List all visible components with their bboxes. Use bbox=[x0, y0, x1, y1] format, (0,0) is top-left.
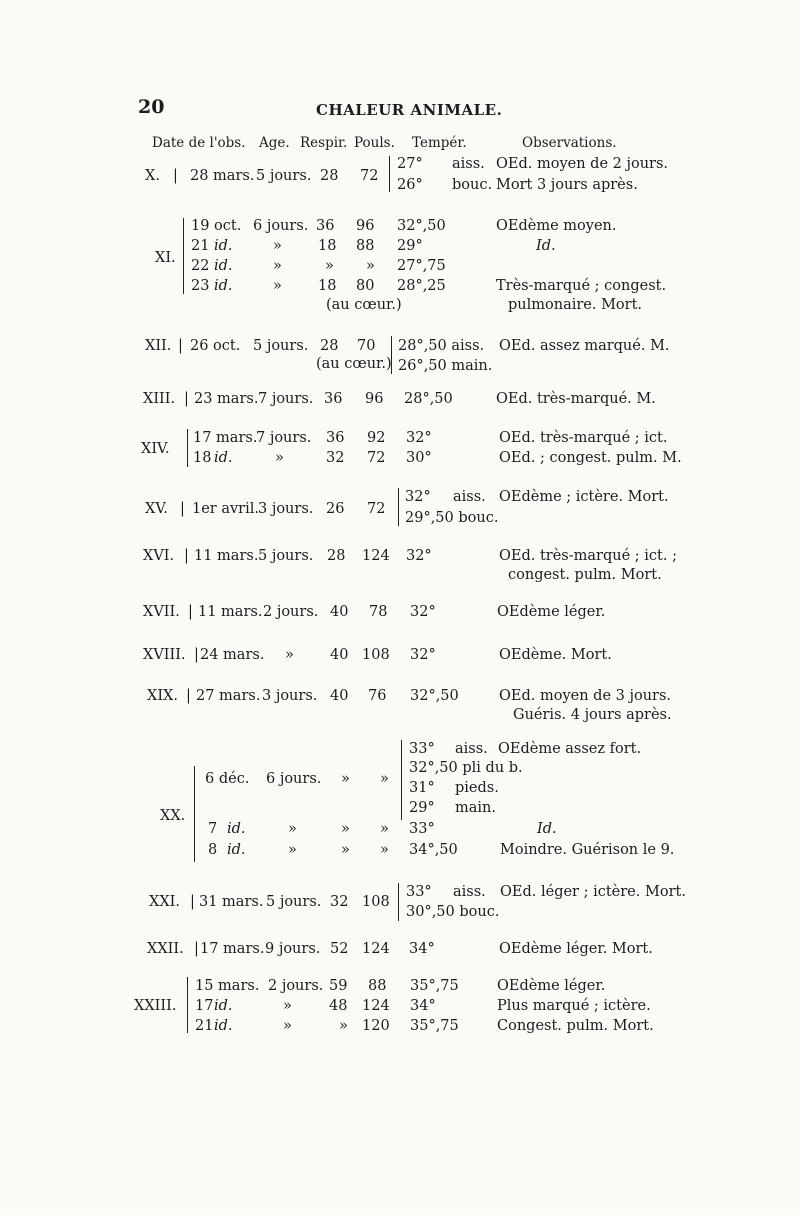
obs-respir: 32 bbox=[326, 450, 345, 466]
obs-text: congest. pulm. Mort. bbox=[508, 567, 662, 583]
obs-respir: 32 bbox=[330, 894, 349, 910]
divider: | bbox=[186, 688, 191, 704]
obs-date-id: id. bbox=[227, 821, 246, 837]
obs-temp: 32° bbox=[410, 604, 436, 620]
obs-temp: 33° bbox=[409, 741, 435, 757]
obs-age: 6 jours. bbox=[266, 771, 322, 787]
obs-pouls: » bbox=[366, 258, 375, 274]
obs-temp: 28°,50 aiss. bbox=[398, 338, 485, 354]
obs-pouls: » bbox=[380, 771, 389, 787]
obs-text: OEdème léger. Mort. bbox=[499, 941, 653, 957]
obs-temp: 32° bbox=[406, 430, 432, 446]
obs-respir: 59 bbox=[329, 978, 348, 994]
obs-number: XIV. bbox=[141, 441, 170, 457]
obs-text: OEd. très-marqué ; ict. bbox=[499, 430, 668, 446]
obs-temp-site: bouc. bbox=[452, 177, 493, 193]
obs-age: » bbox=[288, 842, 297, 858]
obs-temp: 30°,50 bouc. bbox=[406, 904, 500, 920]
obs-age: 2 jours. bbox=[263, 604, 319, 620]
obs-text: OEd. ; congest. pulm. M. bbox=[499, 450, 682, 466]
obs-number: XV. bbox=[145, 501, 168, 517]
col-pouls: Pouls. bbox=[354, 135, 395, 151]
obs-age: » bbox=[273, 238, 282, 254]
obs-text: OEd. assez marqué. M. bbox=[499, 338, 670, 354]
obs-date-id: id. bbox=[214, 278, 233, 294]
obs-number: XIX. bbox=[147, 688, 178, 704]
divider: | bbox=[184, 548, 189, 564]
obs-temp: 33° bbox=[406, 884, 432, 900]
obs-temp: 35°,75 bbox=[410, 978, 459, 994]
obs-age: 5 jours. bbox=[256, 168, 312, 184]
obs-number: XXIII. bbox=[134, 998, 177, 1014]
col-observations: Observations. bbox=[522, 135, 617, 151]
obs-text: Id. bbox=[537, 821, 557, 837]
obs-note: (au cœur.) bbox=[316, 356, 392, 372]
obs-note: (au cœur.) bbox=[326, 297, 402, 313]
obs-temp-site: aiss. bbox=[452, 156, 485, 172]
obs-date: 17 mars. bbox=[200, 941, 265, 957]
obs-temp: 29° bbox=[409, 800, 435, 816]
obs-number: XIII. bbox=[143, 391, 176, 407]
obs-temp: 30° bbox=[406, 450, 432, 466]
obs-pouls: 78 bbox=[369, 604, 388, 620]
obs-text: OEdème assez fort. bbox=[498, 741, 642, 757]
obs-respir: 36 bbox=[324, 391, 343, 407]
obs-date: 17 bbox=[195, 998, 214, 1014]
obs-age: » bbox=[275, 450, 284, 466]
obs-date: 23 bbox=[191, 278, 210, 294]
obs-respir: 48 bbox=[329, 998, 348, 1014]
obs-pouls: 96 bbox=[365, 391, 384, 407]
obs-text: OEdème. Mort. bbox=[499, 647, 612, 663]
obs-pouls: 76 bbox=[368, 688, 387, 704]
obs-pouls: 124 bbox=[362, 941, 390, 957]
obs-temp: 26° bbox=[397, 177, 423, 193]
obs-age: 2 jours. bbox=[268, 978, 324, 994]
obs-number: XXII. bbox=[147, 941, 184, 957]
obs-date: 6 déc. bbox=[205, 771, 250, 787]
obs-text: Très-marqué ; congest. bbox=[496, 278, 667, 294]
obs-temp: 32° bbox=[406, 548, 432, 564]
obs-temp: 33° bbox=[409, 821, 435, 837]
obs-temp: 34°,50 bbox=[409, 842, 458, 858]
obs-respir: 18 bbox=[318, 238, 337, 254]
obs-text: Id. bbox=[536, 238, 556, 254]
brace bbox=[187, 429, 188, 467]
obs-date-id: id. bbox=[227, 842, 246, 858]
obs-date: 11 mars. bbox=[198, 604, 263, 620]
obs-age: » bbox=[283, 1018, 292, 1034]
obs-date: 1er avril. bbox=[192, 501, 259, 517]
obs-age: » bbox=[273, 258, 282, 274]
obs-temp: 28°,25 bbox=[397, 278, 446, 294]
obs-date: 19 oct. bbox=[191, 218, 242, 234]
obs-respir: » bbox=[341, 771, 350, 787]
obs-pouls: 124 bbox=[362, 998, 390, 1014]
obs-temp: 27° bbox=[397, 156, 423, 172]
obs-text: OEd. moyen de 2 jours. bbox=[496, 156, 669, 172]
brace bbox=[187, 977, 188, 1033]
obs-pouls: » bbox=[380, 842, 389, 858]
obs-date: 11 mars. bbox=[194, 548, 259, 564]
obs-age: 3 jours. bbox=[258, 501, 314, 517]
obs-age: 6 jours. bbox=[253, 218, 309, 234]
divider: | bbox=[194, 941, 199, 957]
obs-date: 21 bbox=[195, 1018, 214, 1034]
obs-pouls: 124 bbox=[362, 548, 390, 564]
obs-pouls: 120 bbox=[362, 1018, 390, 1034]
obs-pouls: 108 bbox=[362, 647, 390, 663]
obs-number: XII. bbox=[145, 338, 172, 354]
obs-age: 5 jours. bbox=[266, 894, 322, 910]
brace bbox=[398, 488, 399, 526]
obs-text: pulmonaire. Mort. bbox=[508, 297, 643, 313]
obs-number: XXI. bbox=[149, 894, 180, 910]
obs-respir: 18 bbox=[318, 278, 337, 294]
obs-date-id: id. bbox=[214, 1018, 233, 1034]
obs-pouls: 108 bbox=[362, 894, 390, 910]
divider: | bbox=[178, 338, 183, 354]
col-respir: Respir. bbox=[300, 135, 348, 151]
brace bbox=[401, 740, 402, 820]
obs-date-id: id. bbox=[214, 258, 233, 274]
obs-pouls: 96 bbox=[356, 218, 375, 234]
obs-age: 7 jours. bbox=[256, 430, 312, 446]
brace bbox=[391, 336, 392, 374]
col-age: Age. bbox=[259, 135, 290, 151]
obs-temp: 28°,50 bbox=[404, 391, 453, 407]
obs-text: OEd. moyen de 3 jours. bbox=[499, 688, 672, 704]
obs-temp: 29°,50 bouc. bbox=[405, 510, 499, 526]
obs-pouls: 80 bbox=[356, 278, 375, 294]
obs-text: Plus marqué ; ictère. bbox=[497, 998, 651, 1014]
obs-pouls: » bbox=[380, 821, 389, 837]
obs-pouls: 72 bbox=[360, 168, 379, 184]
obs-respir: 40 bbox=[330, 604, 349, 620]
obs-date: 22 bbox=[191, 258, 210, 274]
obs-temp: 32° bbox=[405, 489, 431, 505]
obs-temp: 34° bbox=[410, 998, 436, 1014]
obs-temp-site: aiss. bbox=[453, 489, 486, 505]
obs-respir: » bbox=[341, 821, 350, 837]
obs-date: 23 mars. bbox=[194, 391, 259, 407]
obs-respir: 26 bbox=[326, 501, 345, 517]
obs-text: OEdème ; ictère. Mort. bbox=[499, 489, 669, 505]
obs-respir: 36 bbox=[326, 430, 345, 446]
obs-age: » bbox=[288, 821, 297, 837]
obs-text: OEd. très-marqué. M. bbox=[496, 391, 656, 407]
page-title: CHALEUR ANIMALE. bbox=[316, 101, 503, 119]
obs-text: OEd. léger ; ictère. Mort. bbox=[500, 884, 686, 900]
obs-respir: 28 bbox=[320, 168, 339, 184]
obs-date: 28 mars. bbox=[190, 168, 255, 184]
obs-respir: 52 bbox=[330, 941, 349, 957]
obs-age: » bbox=[285, 647, 294, 663]
brace bbox=[183, 218, 184, 294]
obs-age: 5 jours. bbox=[253, 338, 309, 354]
obs-temp: 32° bbox=[410, 647, 436, 663]
obs-respir: » bbox=[341, 842, 350, 858]
obs-date-id: id. bbox=[214, 450, 233, 466]
obs-temp: 32°,50 bbox=[410, 688, 459, 704]
brace bbox=[389, 156, 390, 192]
obs-age: » bbox=[273, 278, 282, 294]
obs-age: 3 jours. bbox=[262, 688, 318, 704]
obs-date: 27 mars. bbox=[196, 688, 261, 704]
obs-temp: 29° bbox=[397, 238, 423, 254]
obs-number: XVI. bbox=[143, 548, 175, 564]
obs-date-id: id. bbox=[214, 238, 233, 254]
obs-age: 5 jours. bbox=[258, 548, 314, 564]
obs-date-id: id. bbox=[214, 998, 233, 1014]
divider: | bbox=[184, 391, 189, 407]
obs-pouls: 70 bbox=[357, 338, 376, 354]
obs-respir: 36 bbox=[316, 218, 335, 234]
divider: | bbox=[190, 894, 195, 910]
col-temper: Tempér. bbox=[412, 135, 467, 151]
obs-temp: 27°,75 bbox=[397, 258, 446, 274]
obs-number: XVII. bbox=[143, 604, 180, 620]
obs-temp: 26°,50 main. bbox=[398, 358, 493, 374]
obs-text: Moindre. Guérison le 9. bbox=[500, 842, 675, 858]
obs-text: Mort 3 jours après. bbox=[496, 177, 638, 193]
obs-pouls: 92 bbox=[367, 430, 386, 446]
obs-pouls: 88 bbox=[356, 238, 375, 254]
obs-temp: 35°,75 bbox=[410, 1018, 459, 1034]
divider: | bbox=[180, 501, 185, 517]
obs-date: 24 mars. bbox=[200, 647, 265, 663]
obs-text: Congest. pulm. Mort. bbox=[497, 1018, 654, 1034]
obs-date: 21 bbox=[191, 238, 210, 254]
obs-date: 18 bbox=[193, 450, 212, 466]
obs-text: OEdème moyen. bbox=[496, 218, 617, 234]
obs-date: 7 bbox=[208, 821, 218, 837]
obs-age: 7 jours. bbox=[258, 391, 314, 407]
obs-respir: 28 bbox=[320, 338, 339, 354]
obs-pouls: 72 bbox=[367, 450, 386, 466]
obs-temp-site: aiss. bbox=[453, 884, 486, 900]
obs-text: OEdème léger. bbox=[497, 978, 606, 994]
obs-temp-site: pieds. bbox=[455, 780, 499, 796]
obs-temp: 32°,50 bbox=[397, 218, 446, 234]
obs-text: OEd. très-marqué ; ict. ; bbox=[499, 548, 677, 564]
divider: | bbox=[173, 168, 178, 184]
obs-age: » bbox=[283, 998, 292, 1014]
obs-date: 8 bbox=[208, 842, 218, 858]
obs-respir: 40 bbox=[330, 688, 349, 704]
obs-pouls: 88 bbox=[368, 978, 387, 994]
obs-date: 26 oct. bbox=[190, 338, 241, 354]
obs-respir: 28 bbox=[327, 548, 346, 564]
obs-number: XX. bbox=[160, 808, 186, 824]
brace bbox=[398, 883, 399, 921]
obs-age: 9 jours. bbox=[265, 941, 321, 957]
obs-text: OEdème léger. bbox=[497, 604, 606, 620]
obs-date: 31 mars. bbox=[199, 894, 264, 910]
obs-temp: 31° bbox=[409, 780, 435, 796]
divider: | bbox=[188, 604, 193, 620]
obs-respir: 40 bbox=[330, 647, 349, 663]
obs-date: 15 mars. bbox=[195, 978, 260, 994]
obs-date: 17 mars. bbox=[193, 430, 258, 446]
divider: | bbox=[194, 647, 199, 663]
obs-temp-site: aiss. bbox=[455, 741, 488, 757]
obs-pouls: 72 bbox=[367, 501, 386, 517]
obs-temp-site: main. bbox=[455, 800, 496, 816]
obs-number: X. bbox=[145, 168, 160, 184]
col-date: Date de l'obs. bbox=[152, 135, 246, 151]
obs-temp: 32°,50 pli du b. bbox=[409, 760, 523, 776]
page-number: 20 bbox=[138, 96, 165, 118]
brace bbox=[194, 766, 195, 862]
obs-respir: » bbox=[325, 258, 334, 274]
obs-temp: 34° bbox=[409, 941, 435, 957]
obs-number: XVIII. bbox=[143, 647, 186, 663]
obs-number: XI. bbox=[155, 250, 176, 266]
obs-respir: » bbox=[339, 1018, 348, 1034]
obs-text: Guéris. 4 jours après. bbox=[513, 707, 672, 723]
